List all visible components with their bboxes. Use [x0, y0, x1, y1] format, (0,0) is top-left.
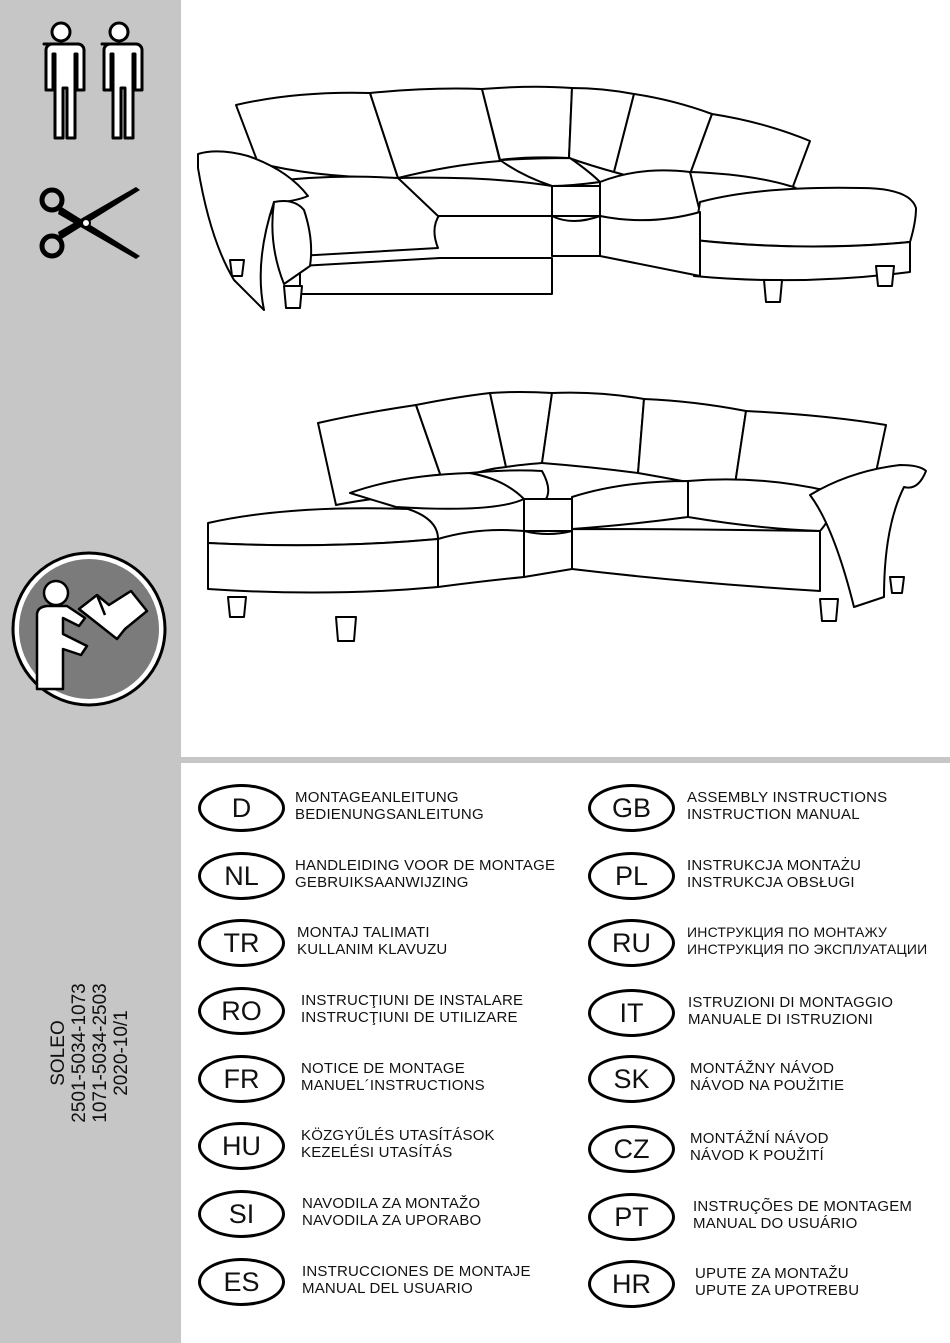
language-line-2: BEDIENUNGSANLEITUNG: [295, 806, 484, 823]
product-name: SOLEO: [48, 1020, 69, 1086]
language-line-2: MANUEL´INSTRUCTIONS: [301, 1077, 485, 1094]
language-code-badge: IT: [588, 989, 675, 1037]
language-line-1: KÖZGYŰLÉS UTASÍTÁSOK: [301, 1127, 495, 1144]
language-line-2: INSTRUCTION MANUAL: [687, 806, 860, 823]
language-line-1: NOTICE DE MONTAGE: [301, 1060, 465, 1077]
scissors-icon: [36, 184, 142, 262]
language-code-badge: FR: [198, 1055, 285, 1103]
product-code-1: 2501-5034-1073: [69, 983, 90, 1123]
language-line-1: INSTRUÇÕES DE MONTAGEM: [693, 1198, 913, 1215]
product-revision: 2020-10/1: [111, 1010, 132, 1096]
two-persons-icon: [32, 20, 150, 142]
language-line-2: KEZELÉSI UTASÍTÁS: [301, 1144, 453, 1161]
language-line-2: UPUTE ZA UPOTREBU: [695, 1282, 860, 1299]
language-line-1: NAVODILA ZA MONTAŽO: [302, 1195, 481, 1212]
language-line-1: MONTAGEANLEITUNG: [295, 789, 459, 806]
language-line-2: MANUAL DEL USUARIO: [302, 1280, 473, 1297]
language-line-1: MONTAJ TALIMATI: [297, 924, 430, 941]
language-code-badge: SK: [588, 1055, 675, 1103]
language-line-1: ИНСТРУКЦИЯ ПО МОНТАЖУ: [687, 924, 888, 940]
language-code-badge: TR: [198, 919, 285, 967]
language-line-1: INSTRUCCIONES DE MONTAJE: [302, 1263, 531, 1280]
language-line-1: MONTÁŽNY NÁVOD: [690, 1060, 835, 1077]
language-line-2: ИНСТРУКЦИЯ ПО ЭКСПЛУАТАЦИИ: [687, 941, 928, 957]
language-code-badge: NL: [198, 852, 285, 900]
language-code-badge: GB: [588, 784, 675, 832]
language-code-badge: PL: [588, 852, 675, 900]
language-line-2: INSTRUKCJA OBSŁUGI: [687, 874, 855, 891]
language-line-1: ISTRUZIONI DI MONTAGGIO: [688, 994, 894, 1011]
corner-sofa-top-illustration: [190, 70, 925, 330]
language-line-1: HANDLEIDING VOOR DE MONTAGE: [295, 857, 556, 874]
language-code-badge: ES: [198, 1258, 285, 1306]
language-code-badge: HR: [588, 1260, 675, 1308]
language-line-2: NÁVOD NA POUŽITIE: [690, 1077, 845, 1094]
language-line-1: ASSEMBLY INSTRUCTIONS: [687, 789, 888, 806]
language-line-2: MANUAL DO USUÁRIO: [693, 1215, 858, 1232]
language-line-1: MONTÁŽNÍ NÁVOD: [690, 1130, 829, 1147]
read-manual-icon: [9, 549, 169, 709]
language-line-2: MANUALE DI ISTRUZIONI: [688, 1011, 874, 1028]
language-line-2: KULLANIM KLAVUZU: [297, 941, 448, 958]
language-code-badge: CZ: [588, 1125, 675, 1173]
corner-sofa-bottom-illustration: [200, 385, 935, 645]
language-line-2: INSTRUCŢIUNI DE UTILIZARE: [301, 1009, 518, 1026]
language-line-2: NAVODILA ZA UPORABO: [302, 1212, 482, 1229]
language-line-1: INSTRUCŢIUNI DE INSTALARE: [301, 992, 524, 1009]
product-info: [48, 983, 132, 1122]
language-code-badge: PT: [588, 1193, 675, 1241]
language-line-1: UPUTE ZA MONTAŽU: [695, 1265, 849, 1282]
language-line-2: NÁVOD K POUŽITÍ: [690, 1147, 824, 1164]
product-code-2: 1071-5034-2503: [90, 983, 111, 1123]
language-code-badge: RO: [198, 987, 285, 1035]
language-code-badge: RU: [588, 919, 675, 967]
language-code-badge: HU: [198, 1122, 285, 1170]
language-code-badge: SI: [198, 1190, 285, 1238]
language-line-2: GEBRUIKSAANWIJZING: [295, 874, 469, 891]
language-line-1: INSTRUKCJA MONTAŻU: [687, 857, 862, 874]
language-code-badge: D: [198, 784, 285, 832]
